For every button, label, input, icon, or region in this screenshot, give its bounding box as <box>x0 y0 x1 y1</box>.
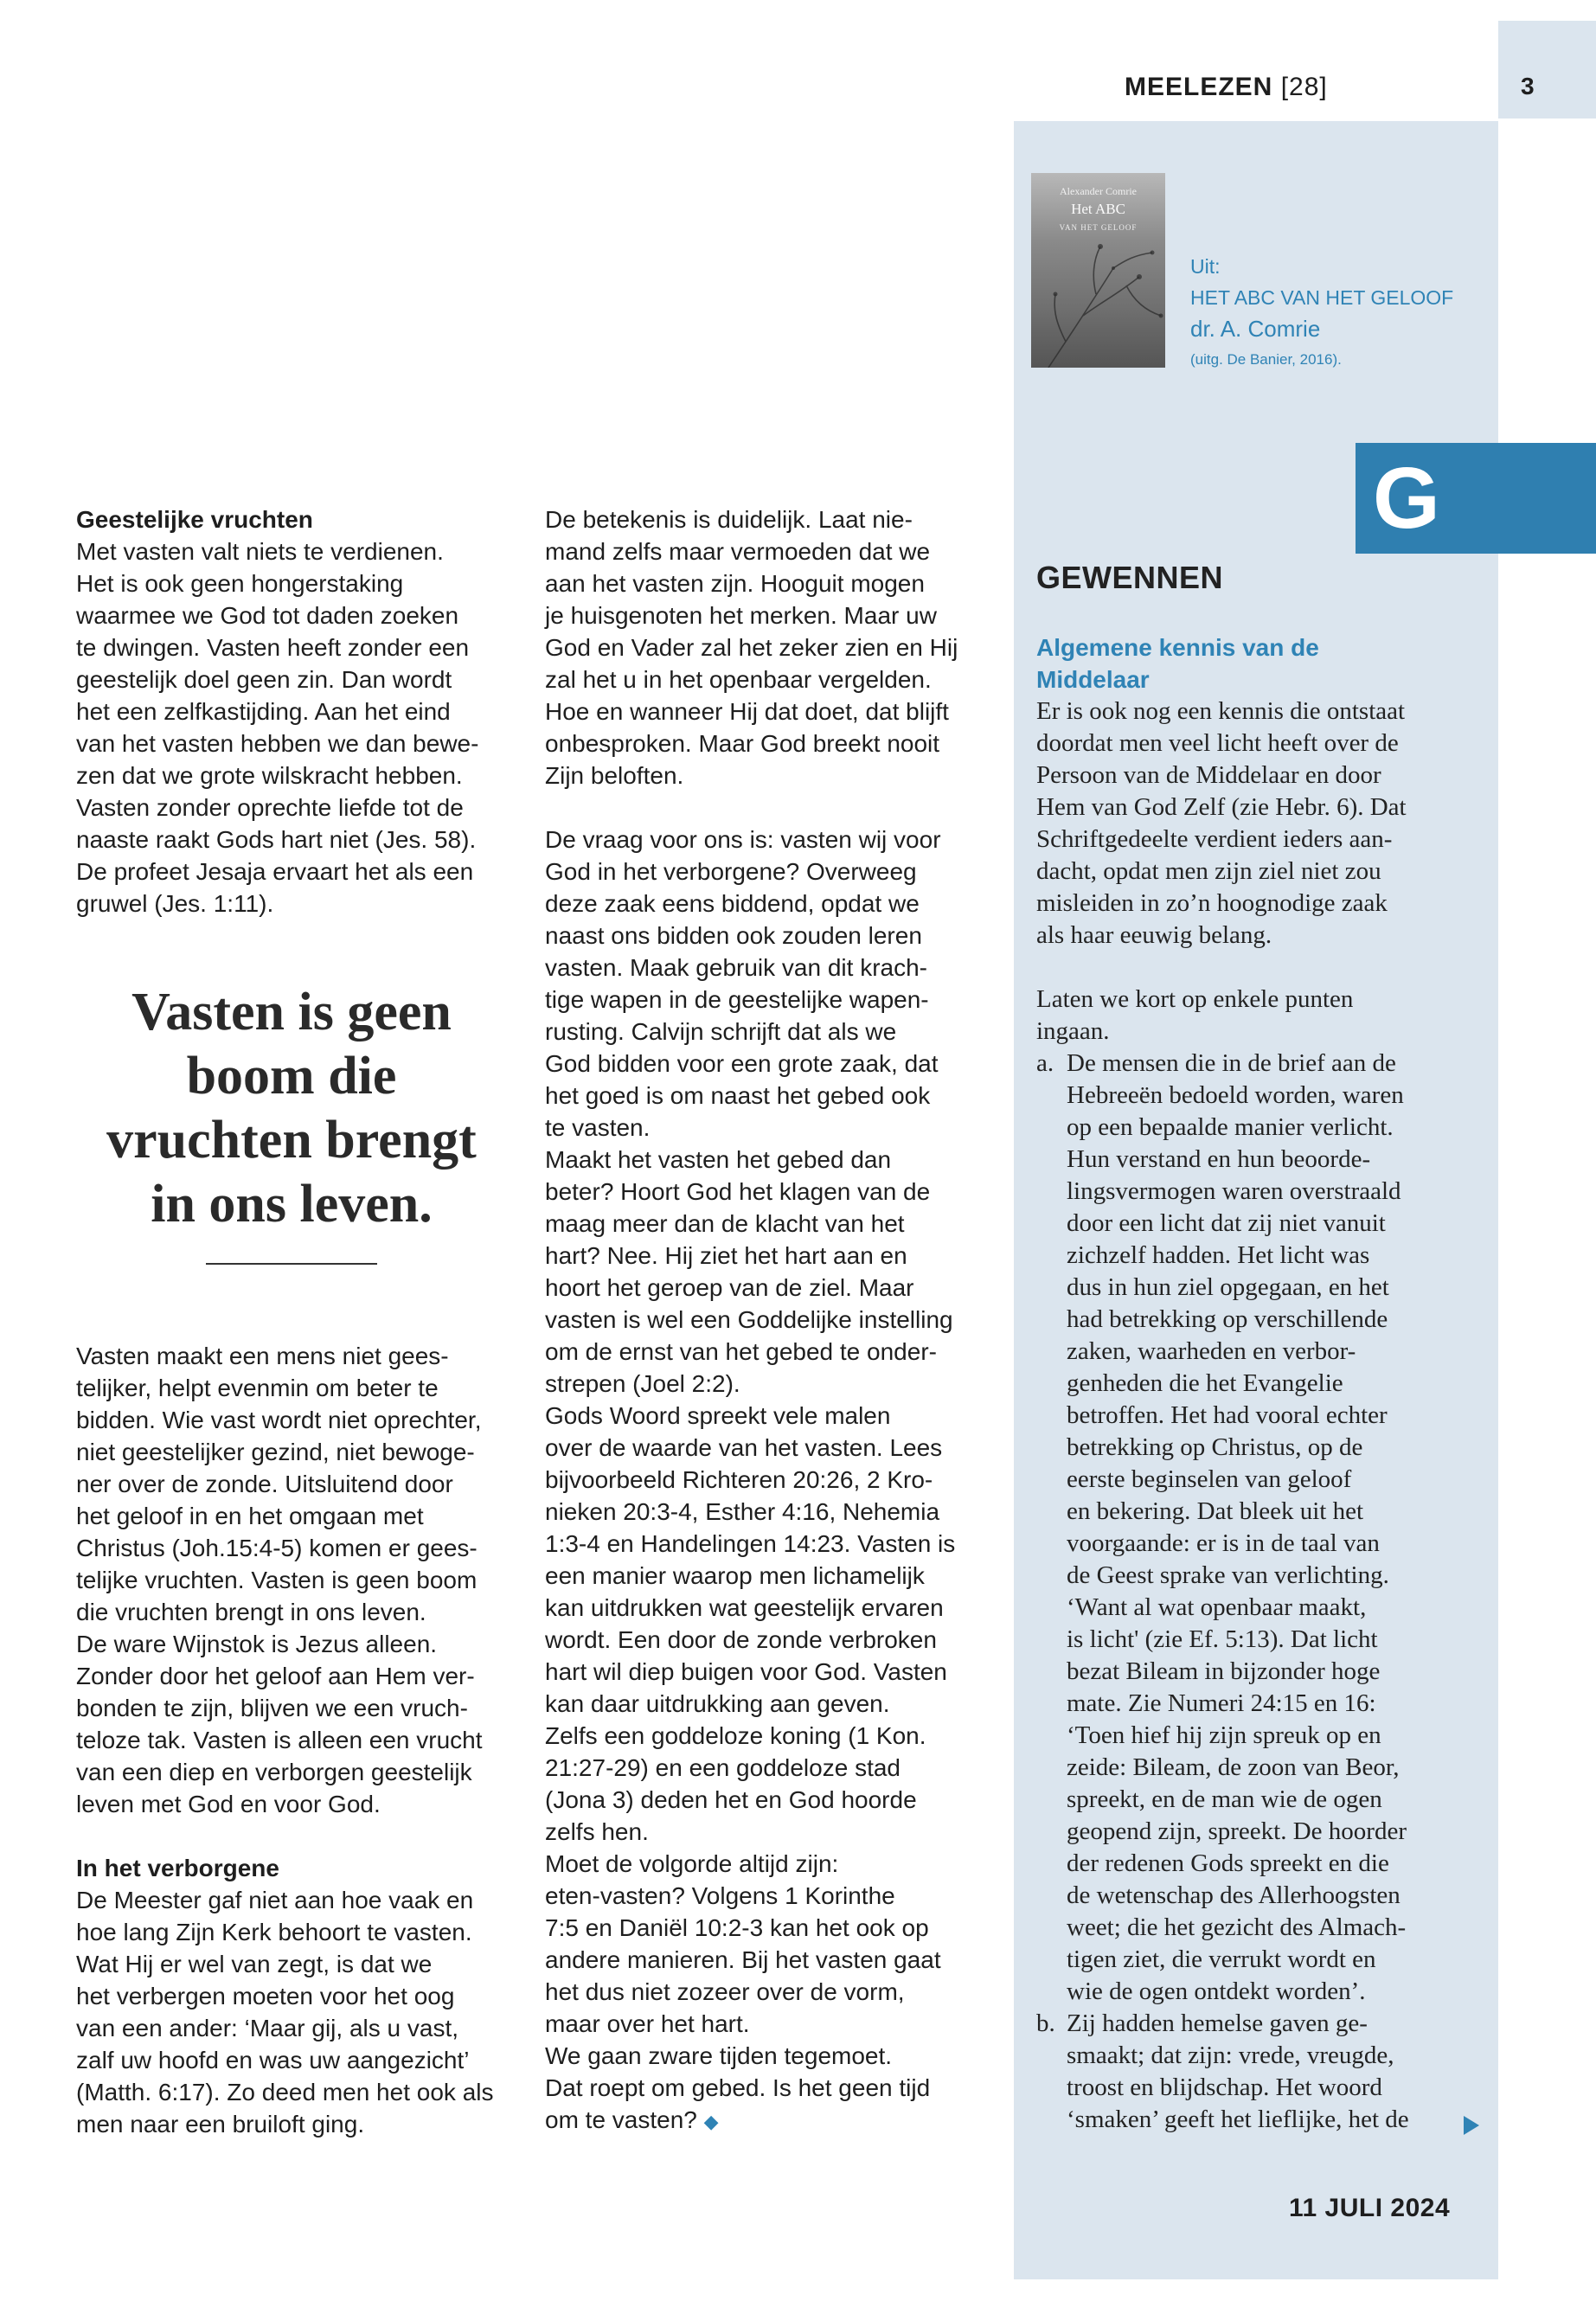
text-line: naaste raakt Gods hart niet (Jes. 58). <box>76 826 477 853</box>
text-line: te dwingen. Vasten heeft zonder een <box>76 634 470 661</box>
text-line: van een diep en verborgen geestelijk <box>76 1759 472 1785</box>
text-line: bijvoorbeeld Richteren 20:26, 2 Kro- <box>545 1466 933 1493</box>
text-line: mand zelfs maar vermoeden dat we <box>545 538 931 565</box>
text-line: eerste beginselen van geloof <box>1067 1465 1352 1493</box>
text-line: Hebreeën bedoeld worden, waren <box>1067 1081 1404 1109</box>
text-line: zalf uw hoofd en was uw aangezicht’ <box>76 2047 470 2073</box>
text-line: de wetenschap des Allerhoogsten <box>1067 1881 1401 1909</box>
continue-arrow-icon <box>1464 2116 1479 2135</box>
text-line: Laten we kort op enkele punten <box>1036 985 1354 1013</box>
text-line: genheden die het Evangelie <box>1067 1369 1343 1397</box>
text-line: Hoe en wanneer Hij dat doet, dat blijft <box>545 698 949 725</box>
text-line: doordat men veel licht heeft over de <box>1036 729 1399 757</box>
text-line: ‘Toen hief hij zijn spreuk op en <box>1067 1721 1381 1749</box>
text-line: rusting. Calvijn schrijft dat als we <box>545 1018 897 1045</box>
text-line: smaakt; dat zijn: vrede, vreugde, <box>1067 2041 1394 2069</box>
text-line: Zij hadden hemelse gaven ge- <box>1067 2009 1368 2037</box>
page-number-tab <box>1498 21 1596 119</box>
text-line: over de waarde van het vasten. Lees <box>545 1434 943 1461</box>
text-line: hoort het geroep van de ziel. Maar <box>545 1274 914 1301</box>
text-line: Vasten zonder oprechte liefde tot de <box>76 794 464 821</box>
text-line: tigen ziet, die verrukt wordt en <box>1067 1945 1376 1973</box>
text-line: Zijn beloften. <box>545 762 684 789</box>
text-line: zaken, waarheden en verbor- <box>1067 1337 1356 1365</box>
text-line: leven met God en voor God. <box>76 1791 381 1817</box>
text-line: wordt. Een door de zonde verbroken <box>545 1626 937 1653</box>
text-line: Wat Hij er wel van zegt, is dat we <box>76 1951 433 1977</box>
pull-quote-line: Vasten is geen <box>131 983 452 1042</box>
text-line: geestelijk doel geen zin. Dan wordt <box>76 666 452 693</box>
book-title: HET ABC VAN HET GELOOF <box>1190 286 1454 309</box>
text-line: Maakt het vasten het gebed dan <box>545 1146 892 1173</box>
text-line: Gods Woord spreekt vele malen <box>545 1402 891 1429</box>
text-line: weet; die het gezicht des Almach- <box>1067 1913 1407 1941</box>
book-cover-image <box>1031 173 1165 368</box>
text-line: Hun verstand en hun beoorde- <box>1067 1145 1371 1173</box>
text-line: van een ander: ‘Maar gij, als u vast, <box>76 2015 459 2041</box>
text-line: waarmee we God tot daden zoeken <box>76 602 459 629</box>
text-line: God bidden voor een grote zaak, dat <box>545 1050 939 1077</box>
issue-number: [28] <box>1280 73 1328 101</box>
text-line: ingaan. <box>1036 1017 1110 1045</box>
text-line: Zelfs een goddeloze koning (1 Kon. <box>545 1722 926 1749</box>
text-line: het geloof in en het omgaan met <box>76 1503 424 1529</box>
text-line: De ware Wijnstok is Jezus alleen. <box>76 1631 438 1657</box>
cover-subtitle: VAN HET GELOOF <box>1059 223 1138 232</box>
text-line: Christus (Joh.15:4-5) komen er gees- <box>76 1535 478 1561</box>
sidebar-body <box>1036 695 1469 2136</box>
page-number: 3 <box>1521 73 1535 99</box>
text-line: hart wil diep buigen voor God. Vasten <box>545 1658 947 1685</box>
text-line: wie de ogen ontdekt worden’. <box>1067 1977 1366 2005</box>
text-line: De profeet Jesaja ervaart het als een <box>76 858 474 885</box>
text-line: van het vasten hebben we dan bewe- <box>76 730 479 757</box>
text-line: teloze tak. Vasten is alleen een vrucht <box>76 1727 483 1753</box>
final-line-text: om te vasten? <box>545 2106 697 2133</box>
text-line: zeide: Bileam, de zoon van Beor, <box>1067 1753 1400 1781</box>
text-line: onbesproken. Maar God breekt nooit <box>545 730 940 757</box>
text-line: zichzelf hadden. Het licht was <box>1067 1241 1370 1269</box>
text-line: De mensen die in de brief aan de <box>1067 1049 1396 1077</box>
list-marker: b. <box>1036 2009 1055 2037</box>
text-line: strepen (Joel 2:2). <box>545 1370 740 1397</box>
text-line <box>545 2104 986 2138</box>
article-column-1-bottom <box>76 1340 517 2140</box>
text-line: Dat roept om gebed. Is het geen tijd <box>545 2074 931 2101</box>
text-line: (Matth. 6:17). Zo deed men het ook als <box>76 2079 494 2106</box>
text-line: eten-vasten? Volgens 1 Korinthe <box>545 1882 895 1909</box>
pull-quote-line: vruchten brengt <box>106 1111 477 1170</box>
book-info <box>1190 251 1453 375</box>
text-line: ner over de zonde. Uitsluitend door <box>76 1471 453 1497</box>
text-line: zelfs hen. <box>545 1818 649 1845</box>
text-line: Zonder door het geloof aan Hem ver- <box>76 1663 475 1689</box>
text-line: geopend zijn, spreekt. De hoorder <box>1067 1817 1407 1845</box>
text-line: gruwel (Jes. 1:11). <box>76 890 274 917</box>
text-line: beter? Hoort God het klagen van de <box>545 1178 931 1205</box>
text-line: zal het u in het openbaar vergelden. <box>545 666 932 693</box>
text-line: het goed is om naast het gebed ook <box>545 1082 931 1109</box>
text-line: We gaan zware tijden tegemoet. <box>545 2042 893 2069</box>
text-line: kan daar uitdrukking aan geven. <box>545 1690 890 1717</box>
text-line: niet geestelijker gezind, niet bewoge- <box>76 1439 475 1465</box>
section-letter: G <box>1373 450 1440 547</box>
source-label: Uit: <box>1190 255 1221 278</box>
subheading: Geestelijke vruchten <box>76 506 313 533</box>
text-line: dacht, opdat men zijn ziel niet zou <box>1036 857 1381 885</box>
text-line: misleiden in zo’n hoognodige zaak <box>1036 889 1388 917</box>
text-line: tige wapen in de geestelijke wapen- <box>545 986 929 1013</box>
text-line: Met vasten valt niets te verdienen. <box>76 538 444 565</box>
text-line: bonden te zijn, blijven we een vruch- <box>76 1695 468 1721</box>
text-line: Vasten maakt een mens niet gees- <box>76 1343 449 1369</box>
text-line: had betrekking op verschillende <box>1067 1305 1388 1333</box>
list-item-a <box>1036 1048 1469 2008</box>
text-line: het dus niet zozeer over de vorm, <box>545 1978 905 2005</box>
text-line: lingsvermogen waren overstraald <box>1067 1177 1401 1205</box>
text-line: dus in hun ziel opgegaan, en het <box>1067 1273 1389 1301</box>
text-line: maar over het hart. <box>545 2010 750 2037</box>
text-line: hart? Nee. Hij ziet het hart aan en <box>545 1242 907 1269</box>
article-column-2 <box>545 503 986 2138</box>
text-line: 1:3-4 en Handelingen 14:23. Vasten is <box>545 1530 956 1557</box>
text-line: is licht' (zie Ef. 5:13). Dat licht <box>1067 1625 1378 1653</box>
text-line: bidden. Wie vast wordt niet oprechter, <box>76 1407 482 1433</box>
subheading: In het verborgene <box>76 1855 279 1881</box>
sidebar-subheading: Algemene kennis van de Middelaar <box>1036 634 1319 693</box>
pull-quote-line: in ons leven. <box>151 1175 433 1234</box>
text-line: God en Vader zal het zeker zien en Hij <box>545 634 958 661</box>
pull-quote-divider <box>206 1263 377 1265</box>
list-item-b <box>1036 2008 1469 2136</box>
text-line: aan het vasten zijn. Hooguit mogen <box>545 570 925 597</box>
branch-illustration <box>1031 173 1165 368</box>
text-line: telijke vruchten. Vasten is geen boom <box>76 1567 478 1593</box>
pull-quote-line: boom die <box>186 1047 397 1106</box>
text-line: betrekking op Christus, op de <box>1067 1433 1363 1461</box>
text-line: om de ernst van het gebed te onder- <box>545 1338 937 1365</box>
text-line: nieken 20:3-4, Esther 4:16, Nehemia <box>545 1498 940 1525</box>
list-marker: a. <box>1036 1049 1054 1077</box>
text-line: je huisgenoten het merken. Maar uw <box>545 602 937 629</box>
text-line: der redenen Gods spreekt en die <box>1067 1849 1389 1877</box>
text-line: Moet de volgorde altijd zijn: <box>545 1850 839 1877</box>
text-line: mate. Zie Numeri 24:15 en 16: <box>1067 1689 1376 1717</box>
cover-title: Het ABC <box>1071 201 1125 217</box>
issue-date: 11 JULI 2024 <box>1289 2194 1451 2222</box>
text-line: andere manieren. Bij het vasten gaat <box>545 1946 941 1973</box>
text-line: voorgaande: er is in de taal van <box>1067 1529 1380 1557</box>
text-line: ‘smaken’ geeft het lieflijke, het de <box>1067 2106 1409 2133</box>
book-publisher: (uitg. De Banier, 2016). <box>1190 351 1342 368</box>
text-line: kan uitdrukken wat geestelijk ervaren <box>545 1594 944 1621</box>
text-line: 21:27-29) en een goddeloze stad <box>545 1754 901 1781</box>
text-line: zen dat we grote wilskracht hebben. <box>76 762 463 789</box>
text-line: Het is ook geen hongerstaking <box>76 570 404 597</box>
text-line: en bekering. Dat bleek uit het <box>1067 1497 1364 1525</box>
text-line: Er is ook nog een kennis die ontstaat <box>1036 697 1406 725</box>
text-line: het verbergen moeten voor het oog <box>76 1983 455 2009</box>
end-mark-icon: ◆ <box>703 2111 719 2132</box>
text-line: die vruchten brengt in ons leven. <box>76 1599 426 1625</box>
text-line: de Geest sprake van verlichting. <box>1067 1561 1389 1589</box>
text-line: vasten. Maak gebruik van dit krach- <box>545 954 927 981</box>
text-line: spreekt, en de man wie de ogen <box>1067 1785 1382 1813</box>
text-line: ‘Want al wat openbaar maakt, <box>1067 1593 1367 1621</box>
text-line: bezat Bileam in bijzonder hoge <box>1067 1657 1381 1685</box>
pull-quote <box>76 980 507 1236</box>
text-line: als haar eeuwig belang. <box>1036 921 1272 949</box>
text-line: een manier waarop men lichamelijk <box>545 1562 925 1589</box>
article-column-1-top <box>76 503 517 920</box>
text-line: door een licht dat zij niet vanuit <box>1067 1209 1386 1237</box>
text-line: Schriftgedeelte verdient ieders aan- <box>1036 825 1393 853</box>
sidebar-title: GEWENNEN <box>1036 560 1224 595</box>
text-line: vasten is wel een Goddelijke instelling <box>545 1306 953 1333</box>
text-line: het een zelfkastijding. Aan het eind <box>76 698 451 725</box>
text-line: maag meer dan de klacht van het <box>545 1210 905 1237</box>
text-line: naast ons bidden ook zouden leren <box>545 922 922 949</box>
cover-author: Alexander Comrie <box>1060 185 1137 197</box>
text-line: De Meester gaf niet aan hoe vaak en <box>76 1887 474 1913</box>
text-line: hoe lang Zijn Kerk behoort te vasten. <box>76 1919 472 1945</box>
text-line: betroffen. Het had vooral echter <box>1067 1401 1388 1429</box>
text-line: telijker, helpt evenmin om beter te <box>76 1375 439 1401</box>
text-line: (Jona 3) deden het en God hoorde <box>545 1786 917 1813</box>
text-line: 7:5 en Daniël 10:2-3 kan het ook op <box>545 1914 929 1941</box>
text-line: Persoon van de Middelaar en door <box>1036 761 1381 789</box>
text-line: God in het verborgene? Overweeg <box>545 858 917 885</box>
section-title: MEELEZEN <box>1125 73 1273 101</box>
text-line: men naar een bruiloft ging. <box>76 2111 365 2138</box>
text-line: deze zaak eens biddend, opdat we <box>545 890 920 917</box>
book-author: dr. A. Comrie <box>1190 316 1321 342</box>
text-line: De betekenis is duidelijk. Laat nie- <box>545 506 913 533</box>
text-line: De vraag voor ons is: vasten wij voor <box>545 826 941 853</box>
text-line: troost en blijdschap. Het woord <box>1067 2073 1382 2101</box>
text-line: Hem van God Zelf (zie Hebr. 6). Dat <box>1036 793 1407 821</box>
text-line: op een bepaalde manier verlicht. <box>1067 1113 1394 1141</box>
section-header <box>1125 73 1328 102</box>
text-line: te vasten. <box>545 1114 651 1141</box>
